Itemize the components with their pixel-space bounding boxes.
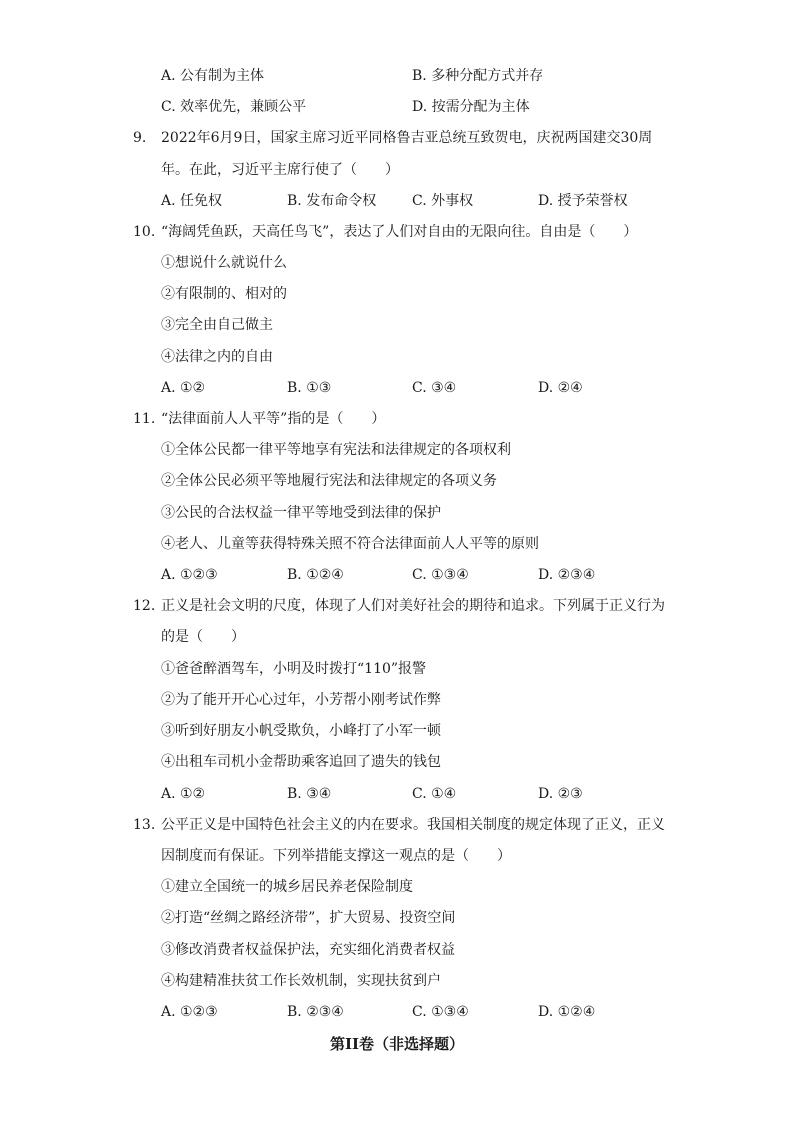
statement-item: ④老人、儿童等获得特殊关照不符合法律面前人人平等的原则 (161, 536, 539, 552)
question-number: 9. (133, 130, 147, 146)
statement-item: ①爸爸醉酒驾车，小明及时拨打“110”报警 (161, 661, 427, 677)
option-a: A. ①② (161, 786, 206, 802)
question-stem-line: 年。在此，习近平主席行使了（ ） (161, 162, 399, 178)
option-b: B. ①③ (287, 380, 332, 396)
statement-item: ③听到好朋友小帆受欺负，小峰打了小军一顿 (161, 723, 441, 739)
question-stem-line: 2022年6月9日，国家主席习近平同格鲁吉亚总统互致贺电，庆祝两国建交30周 (161, 130, 653, 146)
option-c: C. ①④ (412, 786, 457, 802)
option-d: D. 授予荣誉权 (538, 193, 628, 209)
option-a: A. 任免权 (161, 193, 223, 209)
option-d: D. ②③④ (538, 567, 596, 583)
question-stem-line: 正义是社会文明的尺度，体现了人们对美好社会的期待和追求。下列属于正义行为 (161, 598, 665, 614)
statement-item: ③公民的合法权益一律平等地受到法律的保护 (161, 505, 441, 521)
question-stem-line: 的是（ ） (161, 629, 245, 645)
section-title: 第II卷（非选择题） (329, 1035, 465, 1053)
question-stem-line: “法律面前人人平等”指的是（ ） (161, 411, 386, 427)
option-d: D. 按需分配为主体 (412, 99, 530, 115)
statement-item: ④出租车司机小金帮助乘客追回了遗失的钱包 (161, 754, 441, 770)
statement-item: ①全体公民都一律平等地享有宪法和法律规定的各项权利 (161, 442, 511, 458)
option-c: C. 效率优先，兼顾公平 (161, 99, 307, 115)
option-a: A. 公有制为主体 (161, 68, 265, 84)
statement-item: ②全体公民必须平等地履行宪法和法律规定的各项义务 (161, 473, 497, 489)
statement-item: ③完全由自己做主 (161, 317, 273, 333)
statement-item: ①想说什么就说什么 (161, 255, 287, 271)
question-stem-line: 因制度而有保证。下列举措能支撑这一观点的是（ ） (161, 848, 511, 864)
option-c: C. 外事权 (412, 193, 474, 209)
option-d: D. ②④ (538, 380, 583, 396)
question-number: 10. (133, 224, 156, 240)
statement-item: ②有限制的、相对的 (161, 286, 287, 302)
option-b: B. ①②④ (287, 567, 344, 583)
option-d: D. ②③ (538, 786, 583, 802)
statement-item: ①建立全国统一的城乡居民养老保险制度 (161, 879, 413, 895)
option-b: B. ③④ (287, 786, 332, 802)
option-a: A. ①②③ (161, 1004, 218, 1020)
option-a: A. ①②③ (161, 567, 218, 583)
option-c: C. ①③④ (412, 1004, 469, 1020)
option-c: C. ①③④ (412, 567, 469, 583)
option-b: B. 多种分配方式并存 (412, 68, 544, 84)
option-c: C. ③④ (412, 380, 457, 396)
question-stem-line: “海阔凭鱼跃，天高任鸟飞”，表达了人们对自由的无限向往。自由是（ ） (161, 224, 638, 240)
question-number: 11. (133, 411, 156, 427)
option-a: A. ①② (161, 380, 206, 396)
statement-item: ③修改消费者权益保护法，充实细化消费者权益 (161, 942, 455, 958)
option-b: B. ②③④ (287, 1004, 344, 1020)
question-stem-line: 公平正义是中国特色社会主义的内在要求。我国相关制度的规定体现了正义，正义 (161, 817, 665, 833)
statement-item: ④法律之内的自由 (161, 349, 273, 365)
question-number: 13. (133, 817, 156, 833)
option-d: D. ①②④ (538, 1004, 596, 1020)
statement-item: ④构建精准扶贫工作长效机制，实现扶贫到户 (161, 973, 441, 989)
option-b: B. 发布命令权 (287, 193, 377, 209)
statement-item: ②为了能开开心心过年，小芳帮小刚考试作弊 (161, 692, 441, 708)
question-number: 12. (133, 598, 156, 614)
statement-item: ②打造“丝绸之路经济带”，扩大贸易、投资空间 (161, 910, 456, 926)
